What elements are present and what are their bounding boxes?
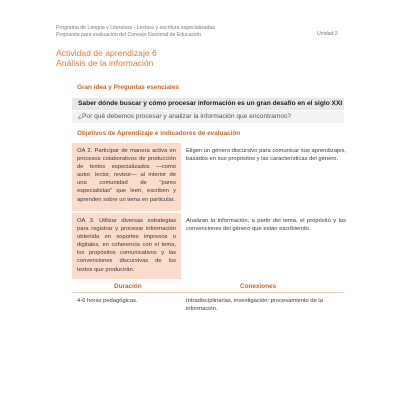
program-header	[56, 25, 215, 38]
program-header-line2: Propuesta para evaluación del Consejo Nacional de Educación	[56, 31, 202, 38]
big-idea-statement: Saber dónde buscar y cómo procesar información es un gran desafío en el siglo XXI	[72, 98, 344, 110]
objectives-heading: Objetivos de Aprendizaje e indicadores de evaluación	[77, 130, 241, 137]
indicator-oa2: Eligen un género discursivo para comunicar sus aprendizajes, basados en sus propósitos y las características del género.	[186, 148, 346, 163]
duration-header: Duración	[114, 283, 142, 290]
activity-heading	[56, 48, 157, 69]
duration-value: 4-6 horas pedagógicas.	[77, 298, 138, 304]
program-header-line1: Programa de Lengua y Literatura - Lectura y escritura especializadas	[56, 25, 215, 31]
objective-oa2: OA 2. Participar de manera activa en procesos colaborativos de producción de textos especializados —como autor, lector, revisor— al interior de una comunidad de "pares especialistas" que leen, escriben y aprenden sobre un tema en particular.	[72, 143, 181, 211]
connections-header: Conexiones	[240, 283, 277, 290]
connections-value: Intradisciplinarias, investigación: procesamiento de la información.	[186, 298, 323, 313]
big-idea-heading: Gran idea y Preguntas esenciales	[77, 84, 179, 91]
activity-subtitle: Análisis de la información	[56, 58, 154, 69]
objective-oa3: OA 3. Utilizar diversas estrategias para registrar y procesar información obtenida en soportes impresos o digitales, en coherencia con el tema, los propósitos comunicativos y las convenciones discursivas de los textos que producirán.	[72, 213, 181, 279]
activity-title: Actividad de aprendizaje 6	[56, 48, 157, 58]
indicator-oa3: Analizan la información, a partir del tema, el propósito y las convenciones del género que están escribiendo.	[186, 218, 346, 233]
table-divider	[72, 292, 344, 293]
unit-label: Unidad 2	[317, 31, 338, 37]
essential-question: ¿Por qué debemos procesar y analizar la información que encontramos?	[72, 111, 344, 123]
